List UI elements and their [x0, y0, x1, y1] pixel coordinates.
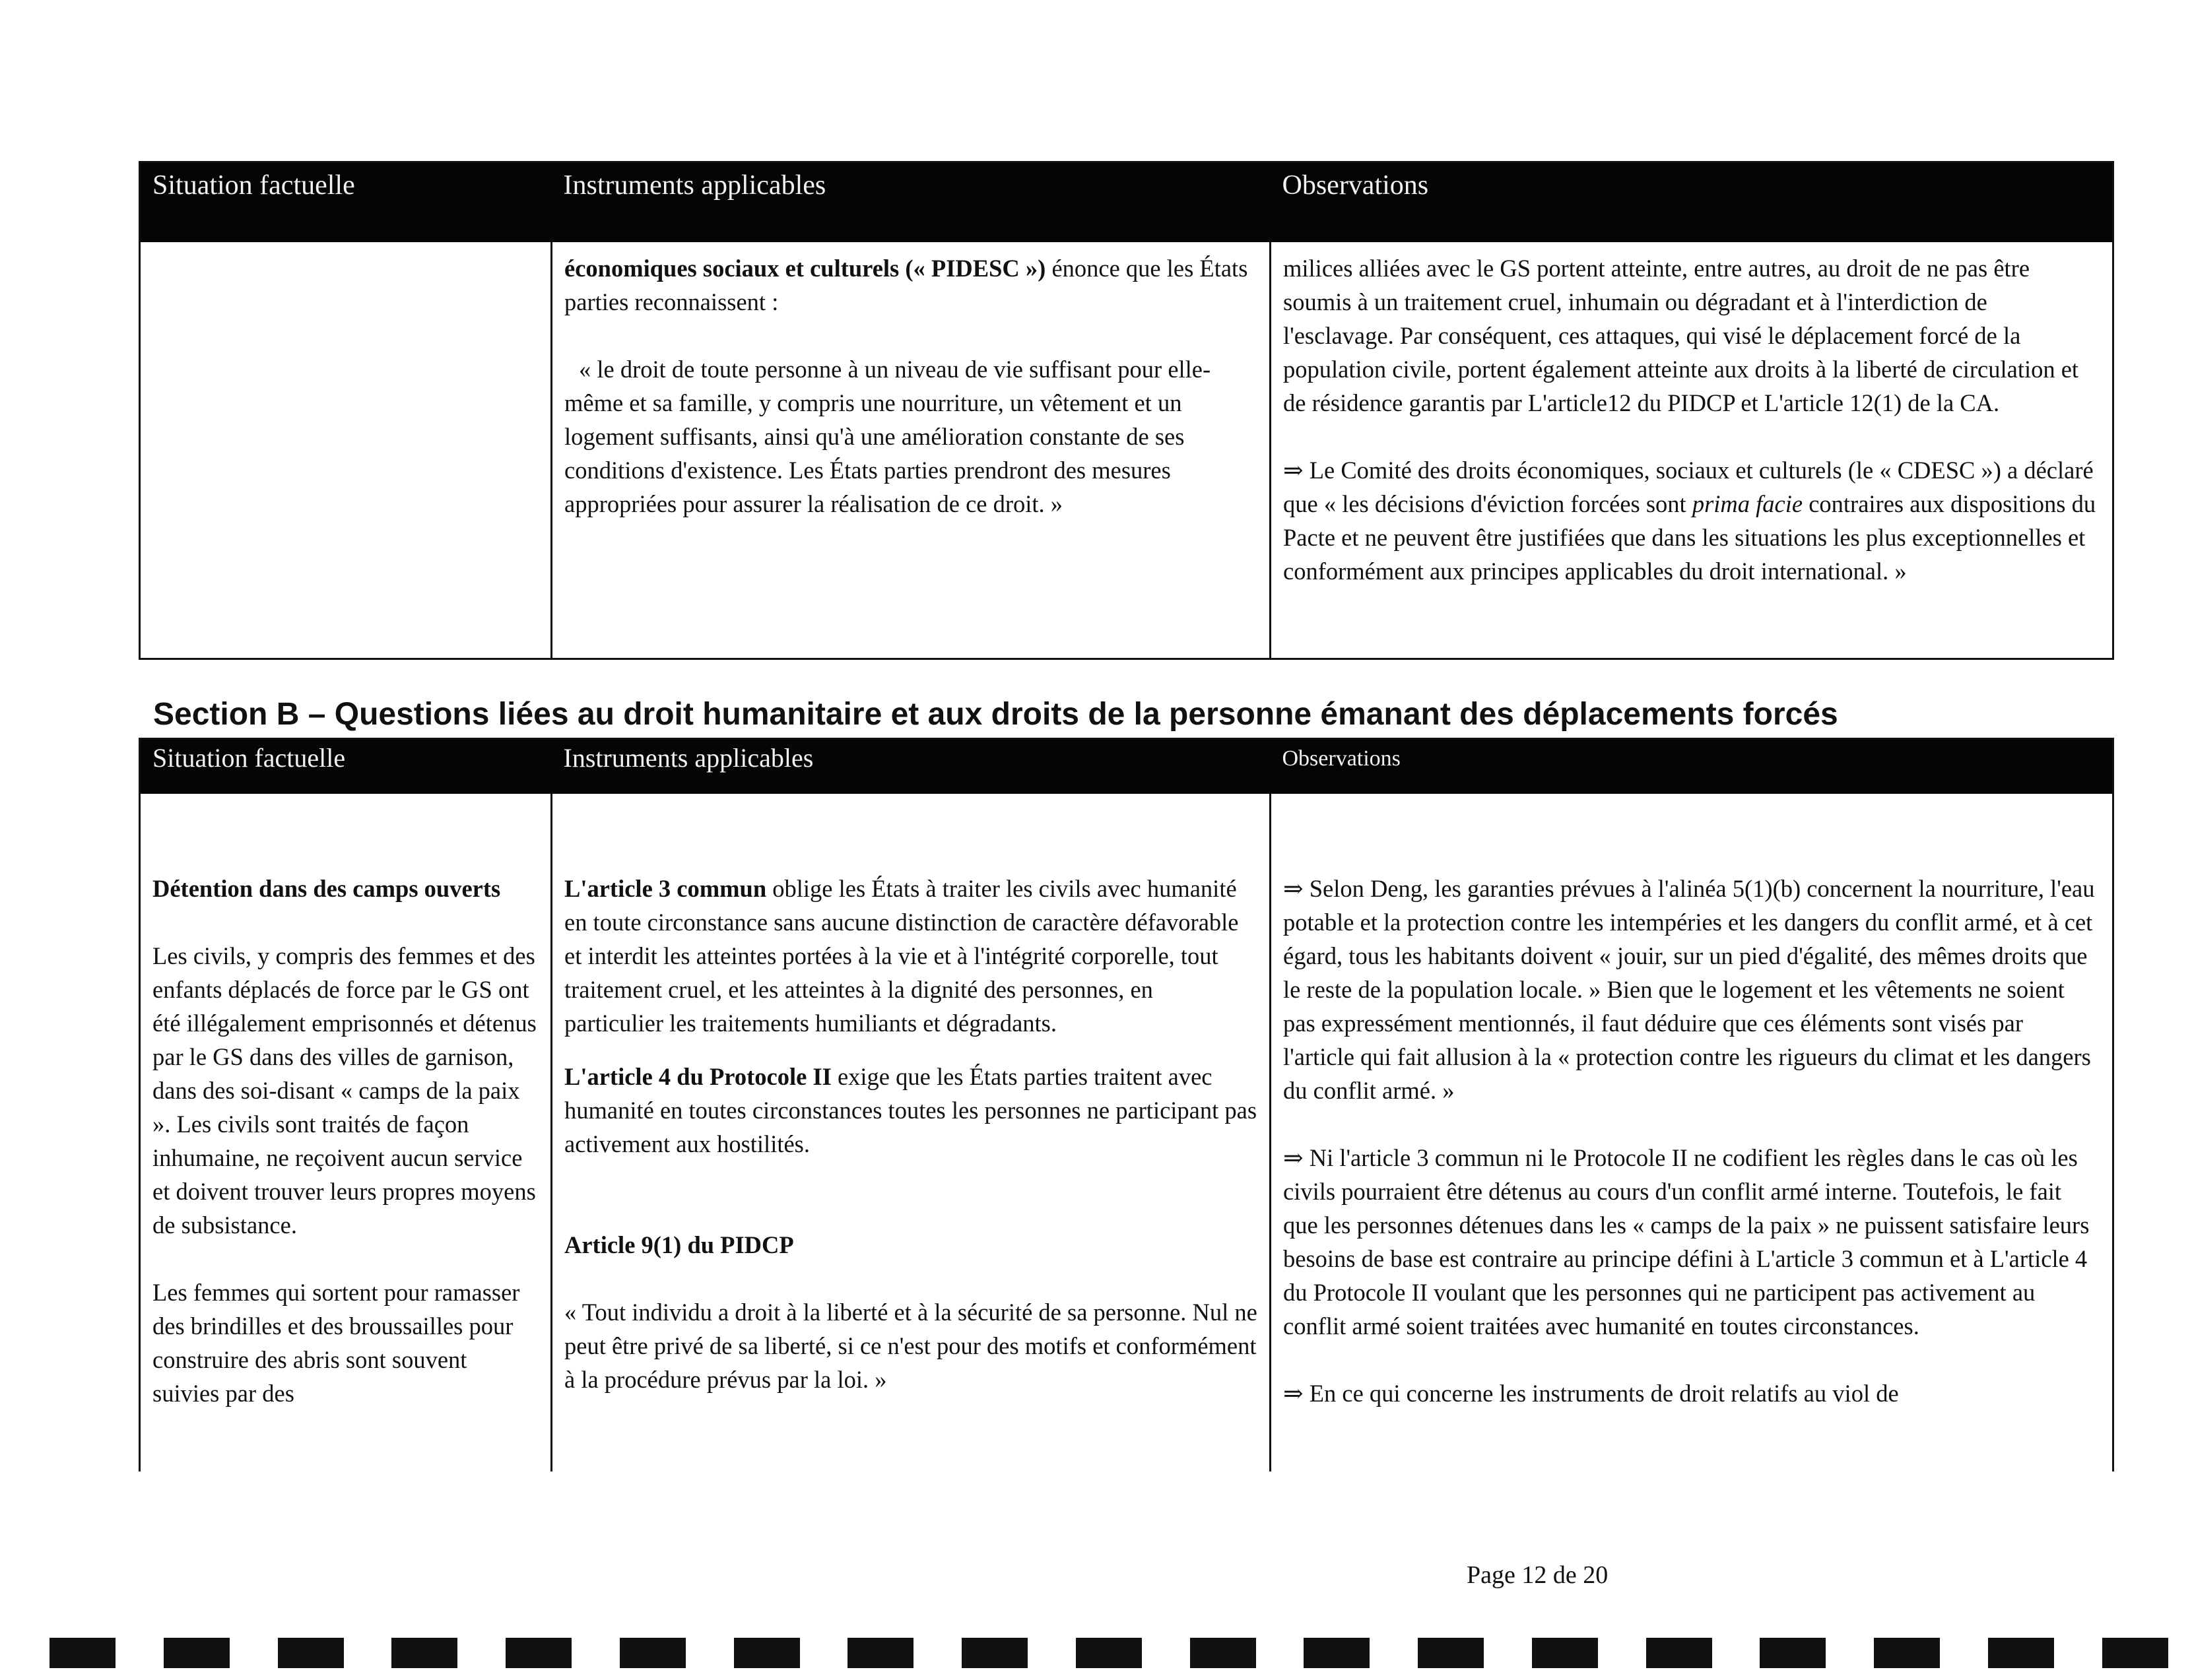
- header-observations: Observations: [1271, 739, 2113, 794]
- paragraph: [564, 872, 1257, 1040]
- paragraph: ⇒ En ce qui concerne les instruments de droit relatifs au viol de: [1283, 1380, 1899, 1407]
- text: oblige les États à traiter les civils avec humanité en toute circonstance sans aucune distinction de caractère défavorable et interdit les atteintes portées à la vie et à l'intégrité corporelle, tout traitement cruel, et les atteintes à la dignité des personnes, en particulier les traitements humiliants et dégradants.: [564, 875, 1239, 1037]
- dash: [734, 1638, 800, 1668]
- header-situation: Situation factuelle: [140, 162, 552, 243]
- header-situation: Situation factuelle: [140, 739, 552, 794]
- text: ⇒ Le Comité des droits économiques, sociaux et culturels (le « CDESC ») a déclaré que « les décisions d'éviction forcées sont: [1283, 457, 2094, 517]
- dash: [506, 1638, 572, 1668]
- page-number: Page 12 de 20: [1467, 1561, 1609, 1589]
- paragraph: ⇒ Ni l'article 3 commun ni le Protocole II ne codifient les règles dans le cas où les civils pourraient être détenus au cours d'un conflit armé interne. Toutefois, le fait que les personnes détenues dans les « camps de la paix » ne puissent satisfaire leurs besoins de base est contraire au principe défini à L'article 3 commun et à L'article 4 du Protocole II voulant que les personnes qui ne participent pas activement au conflit armé soient traitées avec humanité en toutes circonstances.: [1283, 1144, 2090, 1340]
- dash: [164, 1638, 230, 1668]
- header-observations: Observations: [1271, 162, 2113, 243]
- dash: [2102, 1638, 2168, 1668]
- paragraph: ⇒ Selon Deng, les garanties prévues à l'alinéa 5(1)(b) concernent la nourriture, l'eau potable et la protection contre les intempéries et les dangers du conflit armé, et à cet égard, tous les habitants doivent « jouir, sur un pied d'égalité, des mêmes droits que le reste de la population locale. » Bien que le logement et les vêtements ne soient pas expressément mentionnés, il faut déduire que ces éléments sont visés par l'article qui fait allusion à la « protection contre les rigueurs du climat et les dangers du conflit armé. »: [1283, 875, 2095, 1104]
- dash: [1646, 1638, 1712, 1668]
- dash: [1418, 1638, 1484, 1668]
- dash: [1190, 1638, 1256, 1668]
- text: énonce que les États parties reconnaissent :: [564, 255, 1248, 315]
- table-header-row: [140, 162, 2113, 243]
- footer-dash-line: [50, 1638, 2168, 1668]
- cell-observations: [1271, 794, 2113, 1471]
- dash: [1760, 1638, 1826, 1668]
- cell-instruments: [552, 794, 1271, 1471]
- bold-text: économiques sociaux et culturels (« PIDESC »): [564, 255, 1046, 282]
- table-continued: [139, 161, 2114, 660]
- dash: [620, 1638, 686, 1668]
- paragraph: [564, 251, 1257, 319]
- dash: [1874, 1638, 1940, 1668]
- quote: « le droit de toute personne à un niveau de vie suffisant pour elle-même et sa famille, y compris une nourriture, un vêtement et un logement suffisants, ainsi qu'à une amélioration constante de ses conditions d'existence. Les États parties prendront des mesures appropriées pour assurer la réalisation de ce droit. »: [564, 356, 1211, 517]
- cell-situation: [140, 242, 552, 659]
- dash: [278, 1638, 344, 1668]
- paragraph: [1283, 453, 2100, 588]
- dash: [1304, 1638, 1370, 1668]
- dash: [1076, 1638, 1142, 1668]
- subheading: Article 9(1) du PIDCP: [564, 1231, 794, 1258]
- table-header-row: [140, 739, 2113, 794]
- row-heading: Détention dans des camps ouverts: [152, 875, 501, 902]
- paragraph: Les femmes qui sortent pour ramasser des brindilles et des broussailles pour construire des abris sont souvent suivies par des: [152, 1279, 520, 1407]
- paragraph: [564, 1060, 1257, 1161]
- header-instruments: Instruments applicables: [552, 739, 1271, 794]
- paragraph: milices alliées avec le GS portent atteinte, entre autres, au droit de ne pas être soumis à un traitement cruel, inhumain ou dégradant et à l'interdiction de l'esclavage. Par conséquent, ces attaques, qui visé le déplacement forcé de la population civile, portent également atteinte aux droits à la liberté de circulation et de résidence garantis par L'article12 du PIDCP et L'article 12(1) de la CA.: [1283, 255, 2079, 416]
- bold-text: L'article 3 commun: [564, 875, 767, 902]
- text: contraires aux dispositions du Pacte et ne peuvent être justifiées que dans les situations les plus exceptionnelles et conformément aux principes applicables du droit international. »: [1283, 490, 2096, 585]
- dash: [1532, 1638, 1598, 1668]
- table-row: [140, 242, 2113, 659]
- italic-text: prima facie: [1692, 490, 1803, 517]
- cell-observations: [1271, 242, 2113, 659]
- dash: [962, 1638, 1028, 1668]
- cell-instruments: [552, 242, 1271, 659]
- dash: [50, 1638, 116, 1668]
- text: exige que les États parties traitent avec humanité en toutes circonstances toutes les personnes ne participant pas activement aux hostilités.: [564, 1063, 1257, 1157]
- dash: [1988, 1638, 2054, 1668]
- bold-text: L'article 4 du Protocole II: [564, 1063, 832, 1090]
- section-title: Section B – Questions liées au droit humanitaire et aux droits de la personne émanant des déplacements forcés: [153, 697, 1838, 732]
- quote: « Tout individu a droit à la liberté et à la sécurité de sa personne. Nul ne peut être privé de sa liberté, si ce n'est pour des motifs et conformément à la procédure prévus par la loi. »: [564, 1299, 1257, 1393]
- table-row: [140, 794, 2113, 1471]
- table-section-b: [139, 738, 2114, 1471]
- paragraph: Les civils, y compris des femmes et des enfants déplacés de force par le GS ont été illégalement emprisonnés et détenus par le GS dans des villes de garnison, dans des soi-disant « camps de la paix ». Les civils sont traités de façon inhumaine, ne reçoivent aucun service et doivent trouver leurs propres moyens de subsistance.: [152, 942, 537, 1239]
- header-instruments: Instruments applicables: [552, 162, 1271, 243]
- dash: [847, 1638, 913, 1668]
- cell-situation: [140, 794, 552, 1471]
- dash: [391, 1638, 457, 1668]
